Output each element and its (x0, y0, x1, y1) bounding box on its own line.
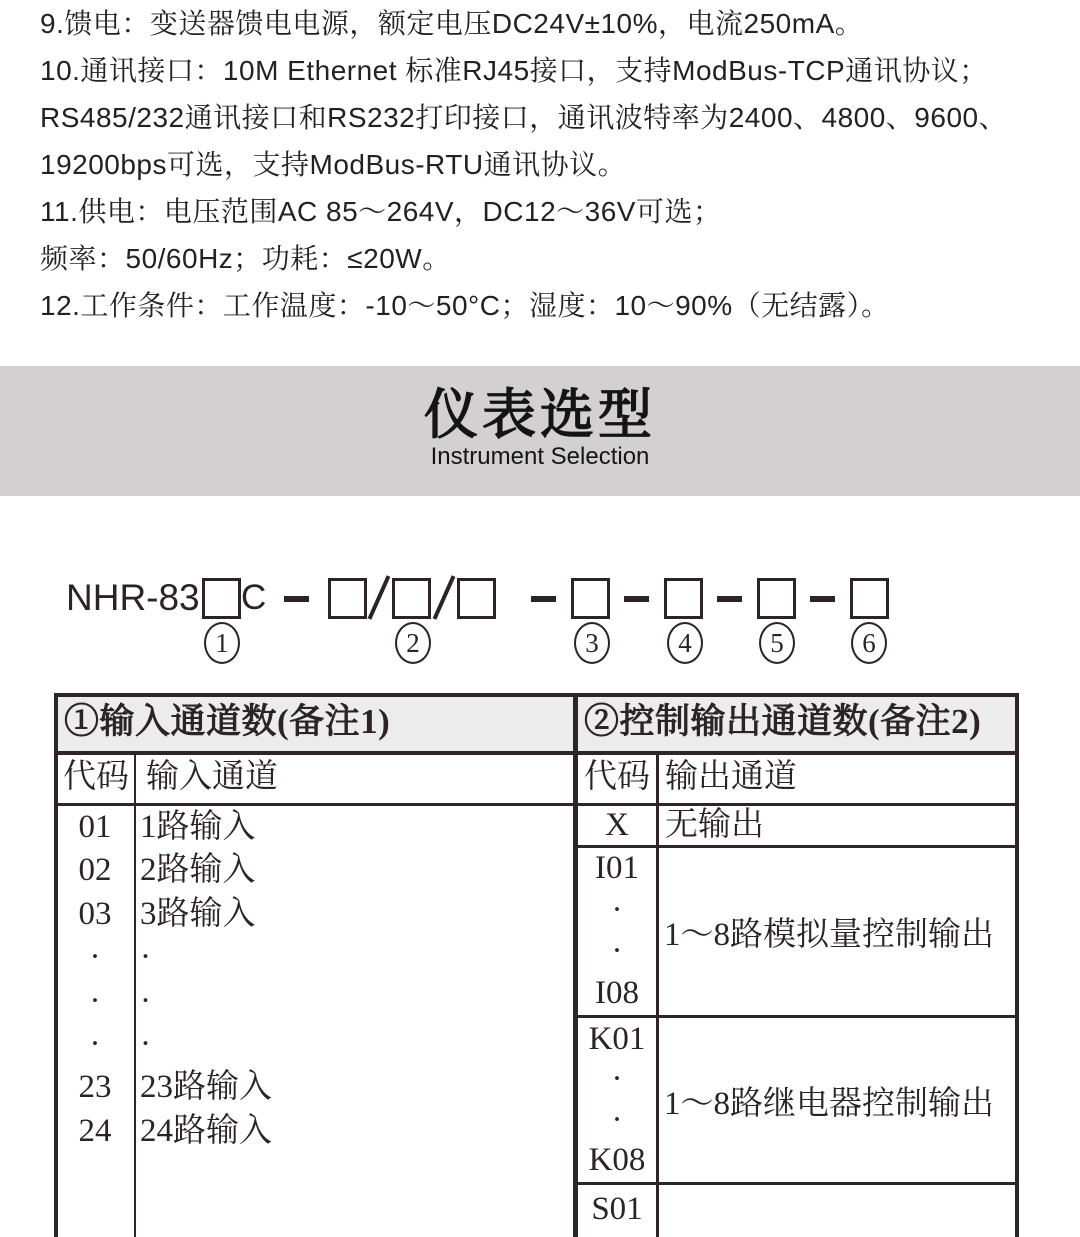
input-desc: 23路输入 (140, 1069, 272, 1106)
input-desc-column (140, 806, 570, 1153)
position-marker-5: 5 (759, 622, 795, 664)
code-placeholder-box-5 (571, 578, 610, 619)
ellipsis-dot: · (140, 939, 151, 976)
input-code: 01 (78, 809, 112, 845)
table-header-left: ①输入通道数(备注1) (64, 702, 391, 741)
output-code: K01 (588, 1020, 646, 1057)
spec-line-11: 11.供电：电压范围AC 85～264V，DC12～36V可选； (40, 196, 722, 227)
code-placeholder-box-3 (392, 578, 431, 619)
position-marker-4: 4 (667, 622, 703, 664)
input-desc: 1路输入 (140, 809, 256, 845)
code-placeholder-box-6 (664, 578, 703, 619)
input-code: 03 (78, 895, 112, 932)
dash-separator (531, 596, 556, 602)
dash-separator (717, 596, 742, 602)
section-title-en: Instrument Selection (430, 443, 650, 470)
spec-line-10: 10.通讯接口：10M Ethernet 标准RJ45接口，支持ModBus-TCP通讯协议； (40, 55, 988, 86)
position-marker-3: 3 (574, 622, 610, 664)
table-border-left (54, 693, 58, 1237)
output-desc-x: 无输出 (665, 807, 764, 843)
spec-list (40, 0, 1050, 329)
output-codes-i-block (578, 848, 656, 1014)
output-code: I01 (595, 850, 639, 887)
output-desc-relay: 1～8路继电器控制输出 (664, 1085, 994, 1122)
ellipsis-dot: · (611, 1101, 623, 1138)
spec-line-12: 12.工作条件：工作温度：-10～50°C；湿度：10～90%（无结露）。 (40, 290, 890, 321)
position-marker-2: 2 (395, 622, 431, 664)
table-header-right: ②控制输出通道数(备注2) (584, 702, 982, 741)
output-code-x: X (605, 807, 629, 843)
left-col-code-header: 代码 (63, 759, 129, 795)
slash-separator (433, 575, 456, 620)
i-block-divider (578, 1015, 1019, 1018)
code-placeholder-box-2 (328, 578, 367, 619)
section-banner (0, 366, 1080, 496)
input-desc: 24路输入 (140, 1112, 272, 1149)
left-code-column-divider (134, 751, 136, 1237)
selection-table (54, 693, 1019, 1237)
code-placeholder-box-7 (757, 578, 796, 619)
section-title-cn: 仪表选型 (424, 385, 656, 445)
table-border-right (1015, 693, 1019, 1237)
slash-separator (368, 575, 391, 620)
input-codes-column (56, 806, 134, 1153)
ellipsis-dot: · (611, 1061, 623, 1098)
subheader-divider (54, 803, 1019, 806)
table-border-middle (573, 693, 578, 1237)
dash-separator (624, 596, 649, 602)
right-code-column-divider (656, 751, 659, 1237)
output-code: I08 (595, 974, 639, 1011)
ellipsis-dot: · (140, 982, 151, 1019)
output-desc-analog: 1～8路模拟量控制输出 (664, 916, 994, 953)
table-border-top (54, 693, 1019, 697)
code-placeholder-box-8 (850, 578, 889, 619)
right-col-code-header: 代码 (584, 759, 650, 795)
spec-line-10c: 19200bps可选，支持ModBus-RTU通讯协议。 (40, 149, 627, 180)
spec-line-11b: 频率：50/60Hz；功耗：≤20W。 (40, 243, 451, 274)
right-col-desc-header: 输出通道 (665, 759, 797, 795)
input-code: 23 (78, 1069, 112, 1106)
output-code: K08 (588, 1142, 646, 1179)
input-code: 02 (78, 852, 112, 889)
code-placeholder-box-1 (202, 578, 241, 619)
ellipsis-dot: · (89, 1025, 101, 1062)
input-desc: 2路输入 (140, 852, 256, 889)
code-placeholder-box-4 (457, 578, 496, 619)
ellipsis-dot: · (140, 1025, 151, 1062)
header-divider (54, 751, 1019, 755)
spec-line-9: 9.馈电：变送器馈电电源，额定电压DC24V±10%，电流250mA。 (40, 8, 864, 39)
spec-line-10b: RS485/232通讯接口和RS232打印接口，通讯波特率为2400、4800、9600、 (40, 102, 1008, 133)
output-code-s: S01 (591, 1191, 643, 1227)
input-desc: 3路输入 (140, 895, 256, 932)
model-prefix: NHR-83 (66, 577, 200, 618)
ellipsis-dot: · (89, 939, 101, 976)
input-code: 24 (78, 1112, 112, 1149)
ellipsis-dot: · (611, 933, 623, 970)
left-col-desc-header: 输入通道 (146, 759, 278, 795)
dash-separator (810, 596, 835, 602)
position-marker-1: 1 (204, 622, 240, 664)
ellipsis-dot: · (89, 982, 101, 1019)
x-row-divider (578, 845, 1019, 848)
position-marker-6: 6 (851, 622, 887, 664)
ellipsis-dot: · (611, 891, 623, 928)
model-fixed-letter: C (241, 578, 267, 617)
dash-separator (284, 596, 309, 602)
output-codes-k-block (578, 1019, 656, 1181)
k-block-divider (578, 1182, 1019, 1185)
